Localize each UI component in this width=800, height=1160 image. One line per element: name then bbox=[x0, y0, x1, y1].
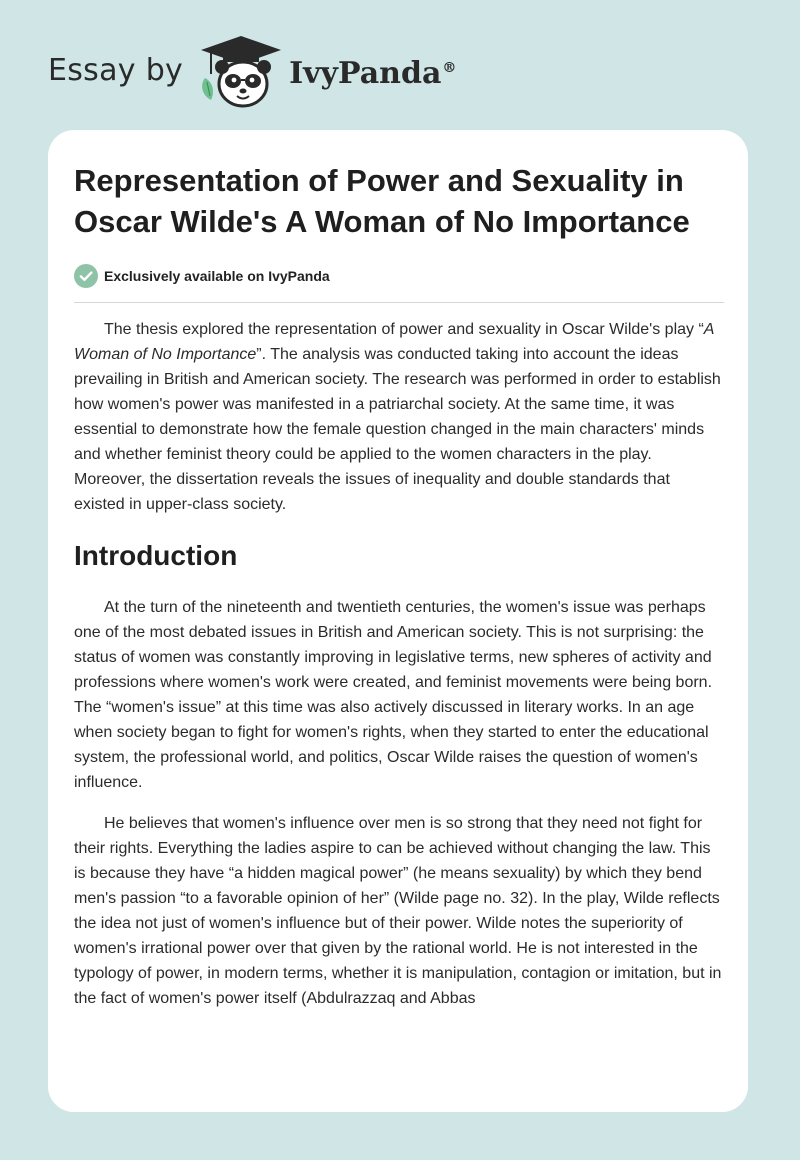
abstract-paragraph bbox=[74, 317, 724, 517]
section-divider bbox=[74, 302, 724, 303]
intro-paragraph-2: He believes that women's influence over men is so strong that they need not fight for their rights. Everything the ladies aspire to can be achieved without changing the law. This is because they have “a hidden magical power” (he means sexuality) by which they bend men's passion “to a favorable opinion of her” (Wilde page no. 32). In the play, Wilde reflects the idea not just of women's influence but of their power. Wilde notes the superiority of women's irrational power over that given by the rational world. He is not interested in the typology of power, in modern terms, whether it is manipulation, contagion or imitation, but in the fact of women's power itself (Abdulrazzaq and Abbas bbox=[74, 815, 722, 1007]
essay-by-label: Essay by bbox=[48, 52, 184, 88]
panda-graduate-icon bbox=[197, 34, 285, 110]
brand-name-text: IvyPanda bbox=[289, 55, 442, 91]
brand-name bbox=[289, 56, 456, 91]
exclusive-badge-text: Exclusively available on IvyPanda bbox=[104, 268, 330, 284]
abstract-text-start: The thesis explored the representation of power and sexuality in Oscar Wilde's play “ bbox=[104, 321, 704, 338]
registered-mark: ® bbox=[442, 59, 457, 76]
essay-content bbox=[74, 160, 724, 1011]
essay-card bbox=[48, 130, 748, 1112]
exclusive-badge bbox=[74, 262, 724, 290]
introduction-heading: Introduction bbox=[74, 540, 238, 571]
bottom-fade bbox=[48, 1042, 748, 1112]
check-circle-icon bbox=[74, 264, 98, 288]
intro-paragraph-1: At the turn of the nineteenth and twentieth centuries, the women's issue was perhaps one of the most debated issues in British and American society. This is not surprising: the status of women was constantly improving in legislative terms, new spheres of activity and professions where women's work were created, and feminist movements were being born. The “women's issue” at this time was also actively discussed in literary works. In an age when society began to fight for women's rights, when they started to enter the educational system, the professional world, and politics, Oscar Wilde raises the question of women's influence. bbox=[74, 599, 713, 791]
site-header bbox=[48, 34, 456, 110]
play-title-italic: A Woman of No Importance bbox=[74, 321, 714, 363]
essay-title: Representation of Power and Sexuality in Oscar Wilde's A Woman of No Importance bbox=[74, 163, 690, 239]
abstract-text-end: ”. The analysis was conducted taking into account the ideas prevailing in British and American society. The research was performed in order to establish how women's power was manifested in a patriarchal society. At the same time, it was essential to demonstrate how the female question changed in the main characters' minds and whether feminist theory could be applied to the women characters in the play. Moreover, the dissertation reveals the issues of inequality and double standards that existed in upper-class society. bbox=[74, 346, 721, 513]
